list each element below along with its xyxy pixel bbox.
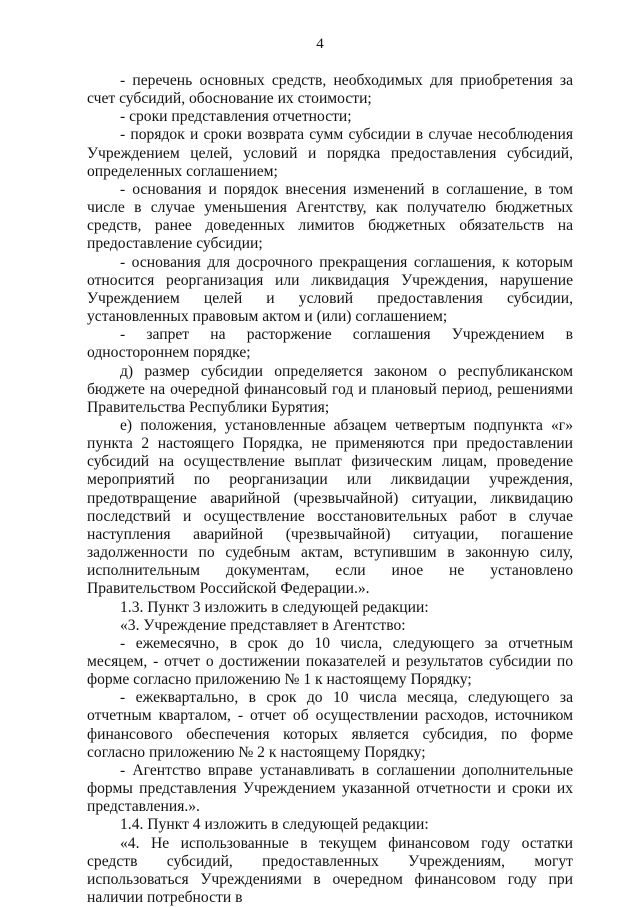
paragraph: 1.4. Пункт 4 изложить в следующей редакции: [120,816,429,834]
paragraph: - порядок и сроки возврата сумм субсидии в случае несоблюдения Учреждением целей, условий и порядка предоставления субсидий, определенных соглашением; [87,126,573,180]
paragraph: - ежемесячно, в срок до 10 числа, следующего за отчетным месяцем, - отчет о достижении показателей и результатов субсидии по форме согласно приложению № 1 к настоящему Порядку; [87,634,573,689]
paragraph: - запрет на расторжение соглашения Учреждением в одностороннем порядке; [87,326,573,362]
document-body [87,72,573,907]
paragraph: «4. Не использованные в текущем финансовом году остатки средств субсидий, предоставленных Учреждениям, могут использоваться Учреждениями в очередном финансовом году при наличии потребности в [87,834,573,907]
paragraph: д) размер субсидии определяется законом о республиканском бюджете на очередной финансовый год и плановый период, решениями Правительства Республики Бурятия; [87,362,573,416]
paragraph: - Агентство вправе устанавливать в соглашении дополнительные формы представления Учреждением указанной отчетности и сроки их представления.». [87,761,573,816]
paragraph: 1.3. Пункт 3 изложить в следующей редакции: [120,598,429,616]
paragraph: - сроки представления отчетности; [120,108,352,126]
paragraph: «3. Учреждение представляет в Агентство: [120,616,406,634]
paragraph: е) положения, установленные абзацем четвертым подпункта «г» пункта 2 настоящего Порядка, не применяются при предоставлении субсидий на осуществление выплат физическим лицам, проведение мероприятий по реорганизации или ликвидации учреждения, предотвращение аварийной (чрезвычайной) ситуации, ликвидацию последствий и осуществление восстановительных работ в случае наступления аварийной (чрезвычайной) ситуации, погашение задолженности по судебным актам, вступившим в законную силу, исполнительным документам, если иное не установлено Правительством Российской Федерации.». [87,416,573,598]
page-number: 4 [316,36,324,52]
paragraph: - перечень основных средств, необходимых для приобретения за счет субсидий, обоснование их стоимости; [87,72,573,108]
paragraph: - ежеквартально, в срок до 10 числа месяца, следующего за отчетным кварталом, - отчет об осуществлении расходов, источником финансового обеспечения которых является субсидия, по форме согласно приложению № 2 к настоящему Порядку; [87,689,573,761]
paragraph: - основания для досрочного прекращения соглашения, к которым относится реорганизация или ликвидация Учреждения, нарушение Учреждением целей и условий предоставления субсидии, установленных правовым актом и (или) соглашением; [87,253,573,326]
paragraph: - основания и порядок внесения изменений в соглашение, в том числе в случае уменьшения Агентству, как получателю бюджетных средств, ранее доведенных лимитов бюджетных обязательств на предоставление субсидии; [87,180,573,253]
